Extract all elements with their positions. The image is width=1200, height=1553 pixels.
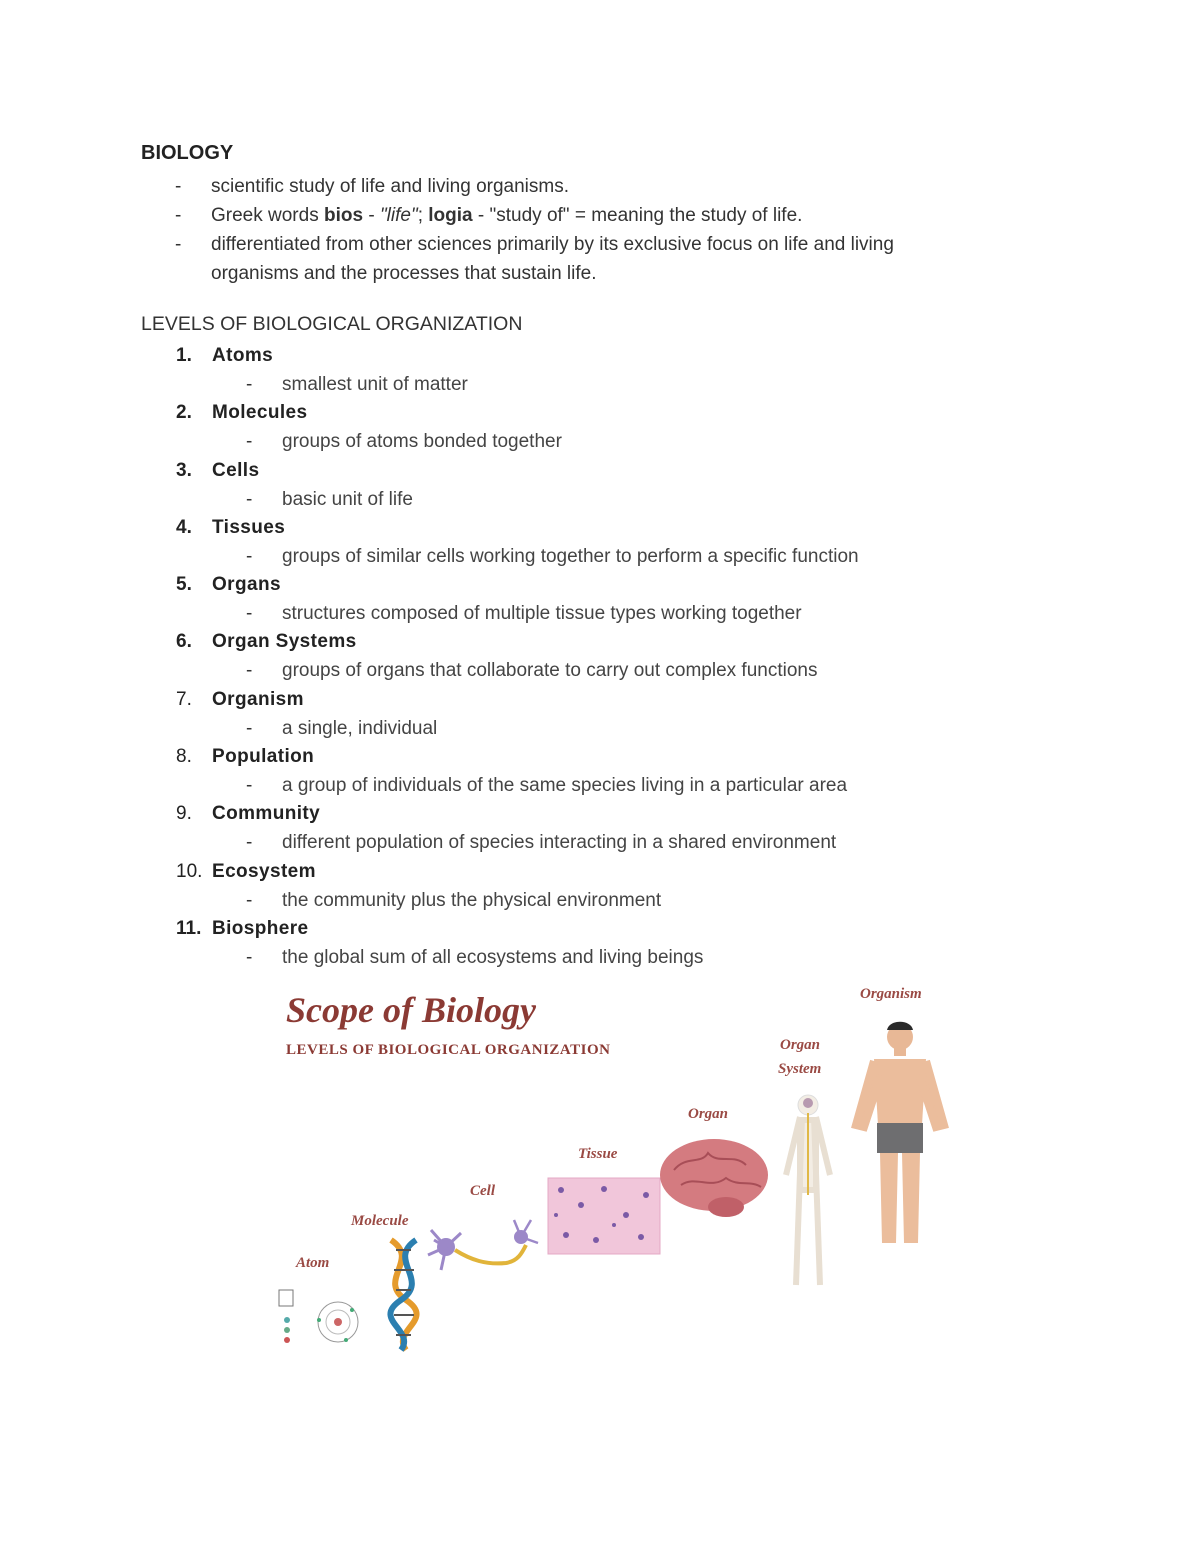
label-atom: Atom <box>296 1255 330 1271</box>
scope-of-biology-figure <box>256 975 956 1355</box>
levels-list <box>176 343 1076 973</box>
term-logia: logia <box>428 205 473 226</box>
list-item: 9. Community - different population of species interacting in a shared environment <box>176 803 837 854</box>
label-organism: Organism <box>860 986 922 1002</box>
label-organ-system-line1: Organ <box>780 1037 821 1053</box>
intro-bullet: - Greek words bios - "life"; logia - "study of" = meaning the study of life. <box>175 205 803 226</box>
list-item: 3. Cells - basic unit of life <box>176 459 413 510</box>
section-title: LEVELS OF BIOLOGICAL ORGANIZATION <box>141 313 523 335</box>
label-molecule: Molecule <box>351 1213 409 1229</box>
list-item: 1. Atoms - smallest unit of matter <box>176 345 468 395</box>
list-item: 10. Ecosystem - the community plus the physical environment <box>176 860 662 911</box>
list-item: 11. Biosphere - the global sum of all ecosystems and living beings <box>176 917 704 968</box>
list-item: 7. Organism - a single, individual <box>176 688 438 739</box>
list-item: 2. Molecules - groups of atoms bonded together <box>176 402 562 453</box>
label-organ: Organ <box>688 1106 729 1122</box>
label-organ-system-line2: System <box>778 1061 822 1077</box>
list-item: 8. Population - a group of individuals of the same species living in a particular area <box>176 746 848 797</box>
intro-bullet: - scientific study of life and living organisms. <box>175 176 569 197</box>
list-item: 4. Tissues - groups of similar cells working together to perform a specific function <box>176 516 859 567</box>
label-cell: Cell <box>470 1183 495 1199</box>
figure-subtitle: LEVELS OF BIOLOGICAL ORGANIZATION <box>286 1042 611 1058</box>
intro-bullet: - differentiated from other sciences primarily by its exclusive focus on life and living organisms and the processes that sustain life. <box>175 234 894 284</box>
tissue-illustration <box>548 1178 660 1254</box>
page-title: BIOLOGY <box>141 142 234 164</box>
figure-title: Scope of Biology <box>286 990 536 1030</box>
intro-bullets <box>141 172 1041 288</box>
list-item: 5. Organs - structures composed of multiple tissue types working together <box>176 574 802 625</box>
term-bios: bios <box>323 205 364 226</box>
label-tissue: Tissue <box>578 1146 618 1162</box>
figure-illustration <box>256 975 956 1355</box>
list-item: 6. Organ Systems - groups of organs that collaborate to carry out complex functions <box>176 631 818 682</box>
